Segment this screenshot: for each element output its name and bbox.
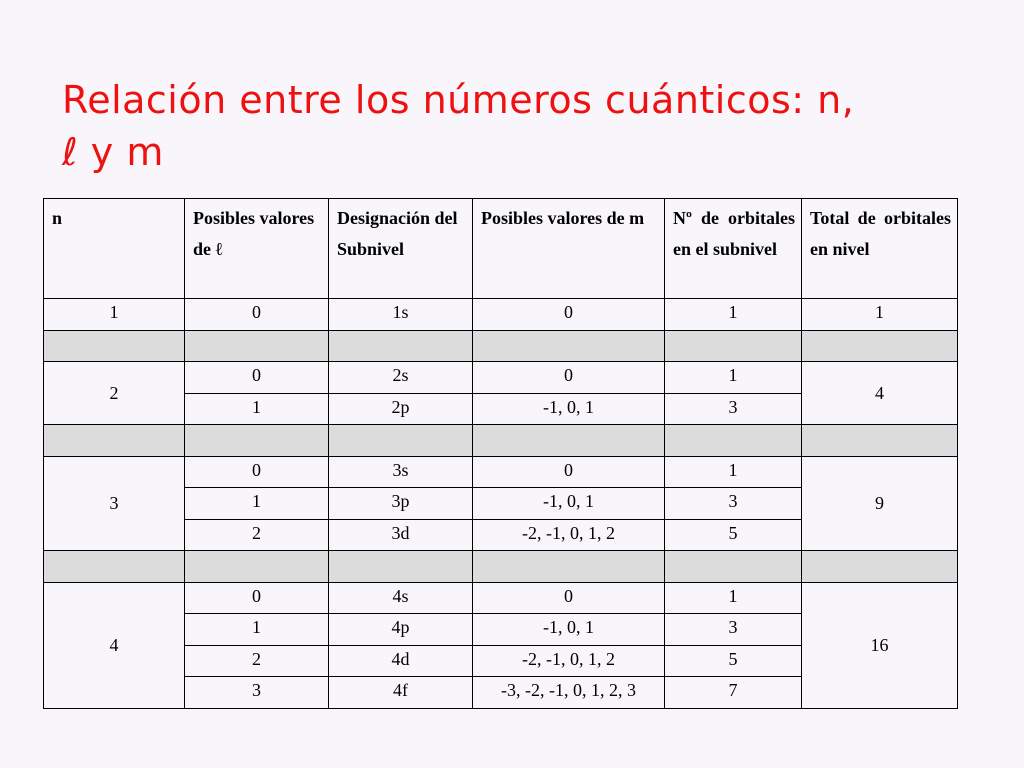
cell-orbitals: 1	[665, 299, 802, 331]
table-row	[44, 456, 958, 488]
cell-orbitals: 1	[665, 582, 802, 614]
cell-subshell: 4p	[329, 614, 473, 646]
cell-l: 0	[185, 362, 329, 394]
cell-orbitals: 1	[665, 362, 802, 394]
cell-orbitals: 1	[665, 456, 802, 488]
table-row	[44, 582, 958, 614]
cell-l: 2	[185, 645, 329, 677]
cell-n: 2	[44, 362, 185, 425]
cell-total: 9	[802, 456, 958, 551]
cell-total: 4	[802, 362, 958, 425]
separator-row	[44, 330, 958, 362]
header-n: n	[44, 199, 185, 299]
cell-m: 0	[473, 299, 665, 331]
cell-subshell: 4s	[329, 582, 473, 614]
cell-l: 2	[185, 519, 329, 551]
separator-cell	[185, 425, 329, 457]
cell-subshell: 2p	[329, 393, 473, 425]
cell-m: 0	[473, 456, 665, 488]
cell-m: -1, 0, 1	[473, 393, 665, 425]
cell-subshell: 3p	[329, 488, 473, 520]
separator-cell	[44, 330, 185, 362]
cell-orbitals: 3	[665, 488, 802, 520]
quantum-numbers-table	[43, 198, 958, 709]
header-m-values: Posibles valores de m	[473, 199, 665, 299]
cell-subshell: 3d	[329, 519, 473, 551]
separator-row	[44, 425, 958, 457]
separator-cell	[44, 425, 185, 457]
separator-cell	[473, 425, 665, 457]
cell-l: 1	[185, 614, 329, 646]
cell-m: -1, 0, 1	[473, 488, 665, 520]
header-l-values: Posibles valores de ℓ	[185, 199, 329, 299]
separator-cell	[329, 425, 473, 457]
header-orbitals: Nº de orbitales en el subnivel	[665, 199, 802, 299]
cell-n: 3	[44, 456, 185, 551]
table-row	[44, 362, 958, 394]
separator-cell	[665, 330, 802, 362]
cell-subshell: 4d	[329, 645, 473, 677]
separator-cell	[802, 425, 958, 457]
separator-cell	[185, 330, 329, 362]
title-line-2: ℓ y m	[62, 130, 164, 174]
cell-m: -3, -2, -1, 0, 1, 2, 3	[473, 677, 665, 709]
cell-l: 1	[185, 488, 329, 520]
cell-n: 1	[44, 299, 185, 331]
separator-cell	[44, 551, 185, 583]
separator-cell	[665, 551, 802, 583]
separator-cell	[473, 551, 665, 583]
cell-l: 3	[185, 677, 329, 709]
cell-orbitals: 3	[665, 614, 802, 646]
title-line-1: Relación entre los números cuánticos: n,	[62, 78, 855, 122]
slide-title	[62, 74, 982, 178]
header-subshell: Designación del Subnivel	[329, 199, 473, 299]
header-row	[44, 199, 958, 299]
cell-l: 0	[185, 456, 329, 488]
separator-cell	[473, 330, 665, 362]
cell-m: 0	[473, 582, 665, 614]
cell-m: -2, -1, 0, 1, 2	[473, 519, 665, 551]
cell-l: 0	[185, 582, 329, 614]
cell-total: 16	[802, 582, 958, 708]
separator-cell	[329, 551, 473, 583]
cell-m: -1, 0, 1	[473, 614, 665, 646]
header-total-orbitals: Total de orbitales en nivel	[802, 199, 958, 299]
cell-l: 0	[185, 299, 329, 331]
cell-m: -2, -1, 0, 1, 2	[473, 645, 665, 677]
cell-m: 0	[473, 362, 665, 394]
separator-cell	[802, 330, 958, 362]
separator-cell	[185, 551, 329, 583]
separator-row	[44, 551, 958, 583]
table-row	[44, 299, 958, 331]
cell-subshell: 1s	[329, 299, 473, 331]
separator-cell	[665, 425, 802, 457]
table-body	[44, 299, 958, 709]
cell-subshell: 4f	[329, 677, 473, 709]
cell-orbitals: 3	[665, 393, 802, 425]
cell-l: 1	[185, 393, 329, 425]
cell-subshell: 3s	[329, 456, 473, 488]
cell-orbitals: 5	[665, 519, 802, 551]
cell-orbitals: 7	[665, 677, 802, 709]
separator-cell	[329, 330, 473, 362]
cell-orbitals: 5	[665, 645, 802, 677]
cell-n: 4	[44, 582, 185, 708]
cell-subshell: 2s	[329, 362, 473, 394]
separator-cell	[802, 551, 958, 583]
cell-total: 1	[802, 299, 958, 331]
